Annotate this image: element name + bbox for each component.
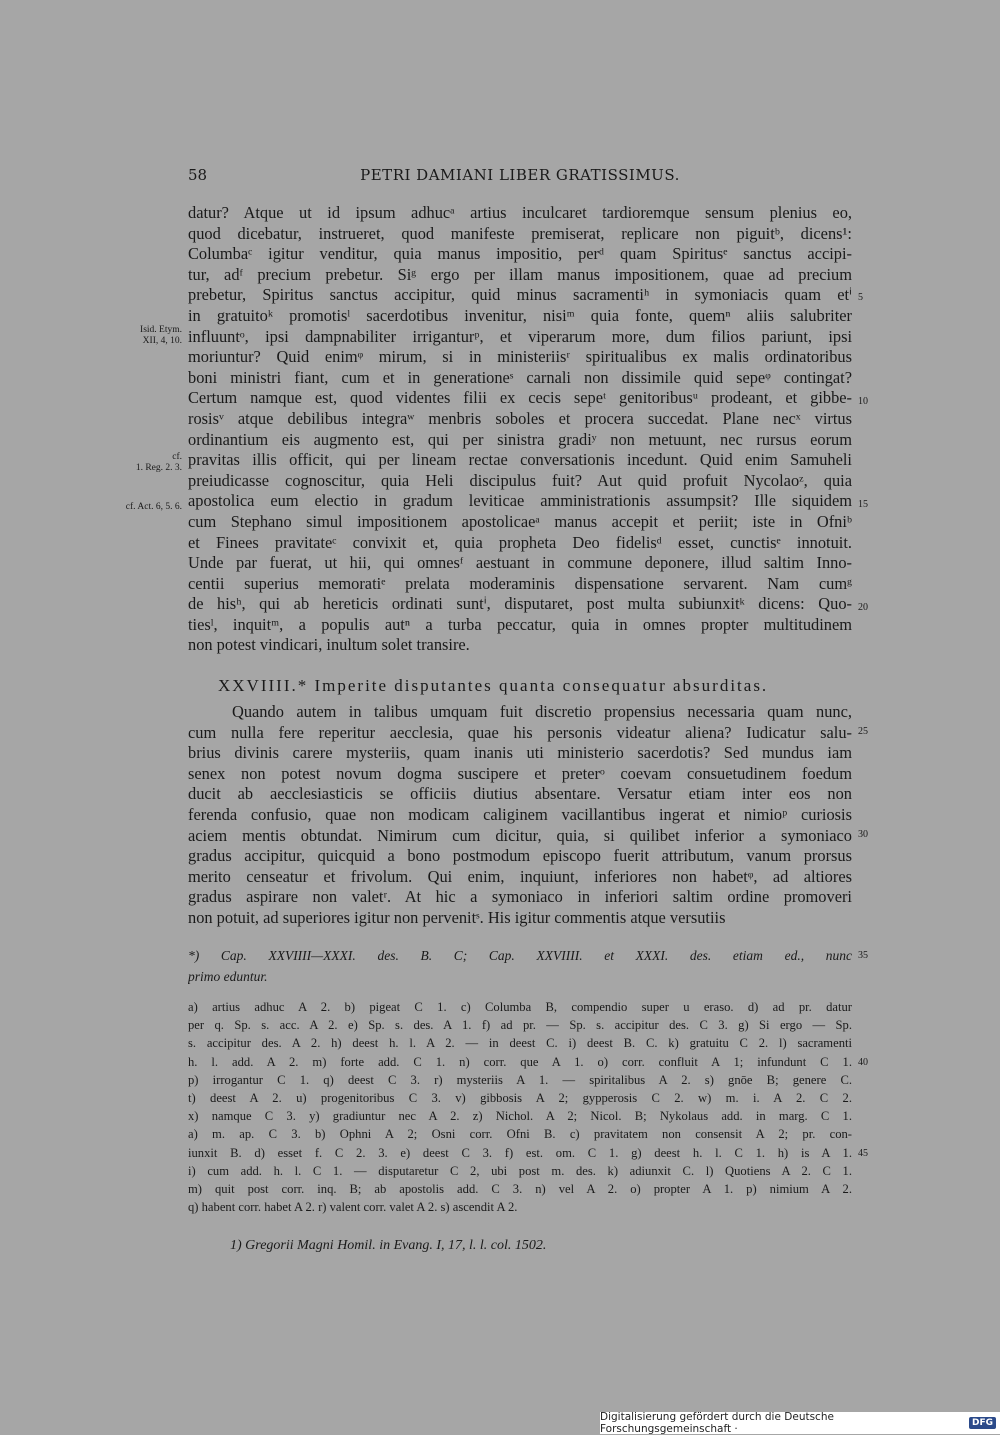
margin-note-line: cf. [172,452,182,462]
text-line: tur, adᶠ precium prebetur. Siᵍ ergo per illam manus impositionem, quae ad precium [188,264,852,284]
text-line: gradus aspirare non valetʳ. At hic a symoniaco in inferiori saltim ordine promoveri [188,887,852,907]
chapter-text-block [188,702,852,929]
line-number: 5 [858,292,863,303]
text-line: de hisʰ, qui ab hereticis ordinati suntⁱ, disputaret, post multa subiunxitᵏ dicens: Quo- [188,594,852,614]
margin-note-line: Isid. Etym. [140,325,182,335]
apparatus-line: s. accipitur des. A 2. h) deest h. l. A 2. — in deest C. i) deest B. C. k) gratuitu C 2. l) sacramenti [188,1036,852,1051]
text-line: Quando autem in talibus umquam fuit discretio propensius necessaria quam nunc, [232,702,852,721]
line-number: 35 [858,950,868,961]
line-number: 45 [858,1148,868,1159]
line-number: 20 [858,602,868,613]
apparatus-line: per q. Sp. s. acc. A 2. e) Sp. s. des. A 1. f) ad pr. — Sp. s. accipitur des. C 3. g) Si ergo — Sp. [188,1018,852,1033]
apparatus-line: t) deest A 2. u) progenitoribus C 3. v) gibbosis A 2; gypperosis C 2. w) m. i. A 2. C 2. [188,1090,852,1105]
text-line: apostolica eum electio in gradum leviticae amministrationis assumpsit? Ille siquidem [188,491,852,511]
banner-text: Digitalisierung gefördert durch die Deutsche Forschungsgemeinschaft · [600,1411,834,1435]
apparatus-line: a) artius adhuc A 2. b) pigeat C 1. c) Columba B, compendio super u eraso. d) ad pr. datur [188,1000,852,1014]
apparatus-line: p) irrogantur C 1. q) deest C 3. r) mysteriis A 1. — spiritalibus A 2. s) gnōe B; genere C. [188,1072,852,1087]
text-line: prebetur, Spiritus sanctus accipitur, quid minus sacramentiʰ in symoniacis quam etⁱ [188,285,852,305]
text-line: Unde par fuerat, ut hii, qui omnesᶠ aestuant in commune deponere, illud saltim Inno- [188,553,852,573]
main-text-block [188,203,852,656]
source-footnote: 1) Gregorii Magni Homil. in Evang. I, 17, l. l. col. 1502. [230,1238,547,1253]
text-line: preiudicasse cognoscitur, quia Heli discipulus fuit? Aut quid profuit Nycolaoᶻ, quia [188,470,852,490]
apparatus-line: m) quit post corr. inq. B; ab apostolis add. C 3. n) vel A 2. o) propter A 1. p) nimium A 2. [188,1181,852,1196]
line-number: 15 [858,499,868,510]
note-line: *) Cap. XXVIIII—XXXI. des. B. C; Cap. XXVIIII. et XXXI. des. etiam ed., nunc [188,948,852,963]
text-line: ducit ab aecclesiasticis se officiis diutius absentare. Versatur etiam inter eos non [188,784,852,804]
apparatus-line: x) namque C 3. y) gradiuntur nec A 2. z) Nichol. A 2; Nicol. B; Nykolaus add. in marg. C 1. [188,1109,852,1124]
text-line: pravitas illis officit, qui per lineam rectae conversationis incedunt. Quid enim Samuheli [188,450,852,470]
text-line: in gratuitoᵏ promotisˡ sacerdotibus invenitur, nisiᵐ quia fonte, quemⁿ aliis salubriter [188,305,852,325]
text-line: moriuntur? Quid enimᵠ mirum, si in ministeriisʳ spiritualibus ex malis ordinatoribus [188,347,852,367]
margin-note-line: XII, 4, 10. [142,336,182,346]
text-line: aciem mentis obtundat. Nimirum cum dicitur, quia, si quilibet inferior a symoniaco [188,825,852,845]
editorial-note [188,947,852,988]
apparatus-line: a) m. ap. C 3. b) Ophni A 2; Osni corr. Ofni B. c) pravitatem non consensit A 2; pr. con- [188,1127,852,1142]
apparatus-line: h. l. add. A 2. m) forte add. C 1. n) corr. que A 1. o) corr. confluit A 1; infundunt C 1. [188,1054,852,1069]
running-title: PETRI DAMIANI LIBER GRATISSIMUS. [360,166,680,184]
text-line: ferenda confusio, quae non modicam caliginem vacillantibus ingerat et nimioᵖ curiosis [188,804,852,824]
text-line: influuntᵒ, ipsi dampnabiliter irriganturᵖ, et viperarum more, dum filios pariunt, ipsi [188,326,852,346]
line-number: 10 [858,396,868,407]
text-line: datur? Atque ut id ipsum adhucᵃ artius inculcaret tardioremque sensum plenius eo, [188,203,852,222]
chapter-heading: XXVIIII.* Imperite disputantes quanta consequatur absurditas. [218,676,769,695]
apparatus-line: iunxit B. d) esset f. C 2. 3. e) deest C 3. f) est. om. C 1. g) deest h. l. C 1. h) is A 1. [188,1145,852,1160]
text-line: gradus accipitur, quicquid a bono postmodum episcopo fuerit attributum, vanum prorsus [188,846,852,866]
text-line: tiesˡ, inquitᵐ, a populis autⁿ a turba peccatur, quia in omnes propter multitudinem [188,614,852,634]
page-header [188,166,852,188]
margin-note-act [108,502,182,513]
text-line: merito censeatur et frivolum. Qui enim, inquiunt, inferiores non habetᵠ, ad altiores [188,866,852,886]
page-number: 58 [188,166,208,184]
text-line: boni ministri fiant, cum et in generationeˢ carnali non dissimile quid sepeᵠ contingat? [188,367,852,387]
note-line: primo eduntur. [188,968,268,984]
text-line: centii superius memoratiᵉ prelata moderaminis dispensatione servarent. Nam cumᵍ [188,573,852,593]
text-line: cum Stephano simul impositionem apostolicaeᵃ manus accepit et periit; iste in Ofniᵇ [188,511,852,531]
margin-note-reg [112,452,182,474]
dfg-banner [600,1412,1000,1434]
apparatus-line: i) cum add. h. l. C 1. — disputaretur C 2, ubi post m. des. k) adiunxit C. l) Quotiens A 2. C 1. [188,1163,852,1178]
text-line: non potuit, ad superiores igitur non pervenitˢ. His igitur commentis atque versutiis [188,907,726,927]
text-line: ordinantium eis augmento est, qui per sinistra gradiʸ non metuunt, nec rursus eorum [188,429,852,449]
margin-note-line: cf. Act. 6, 5. 6. [125,502,182,512]
text-line: rosisᵛ atque debilibus integraʷ menbris soboles et procera succedat. Plane necˣ virtus [188,408,852,428]
text-line: Columbaᶜ igitur venditur, quia manus impositio, perᵈ quam Spiritusᵉ sanctus accipi- [188,244,852,264]
margin-note-isid [112,325,182,347]
text-line: brius divinis carere mysteriis, quam inanis uti ministerio sacerdotis? Sed mundus iam [188,743,852,763]
line-number: 25 [858,726,868,737]
text-line: non potest vindicari, inultum solet transire. [188,635,470,655]
dfg-logo: DFG [969,1417,996,1429]
text-line: et Finees pravitateᶜ convixit et, quia propheta Deo fidelisᵈ esset, cunctisᵉ innotuit. [188,532,852,552]
line-number: 40 [858,1057,868,1068]
text-line: senex non potest novum dogma suscipere et preterᵒ coevam consuetudinem foedum [188,763,852,783]
line-number: 30 [858,829,868,840]
critical-apparatus [188,998,852,1216]
text-line: quod dicebatur, instrueret, quod manifeste premiserat, replicare non piguitᵇ, dicens¹: [188,223,852,243]
text-line: Certum namque est, quod videntes filii ex cecis sepeᵗ genitoribusᵘ prodeant, et gibbe- [188,388,852,408]
margin-note-line: 1. Reg. 2. 3. [135,463,182,473]
text-line: cum nulla fere reperitur aecclesia, quae his personis videatur aliena? Iudicatur salu- [188,722,852,742]
apparatus-line: q) habent corr. habet A 2. r) valent corr. valet A 2. s) ascendit A 2. [188,1200,518,1215]
